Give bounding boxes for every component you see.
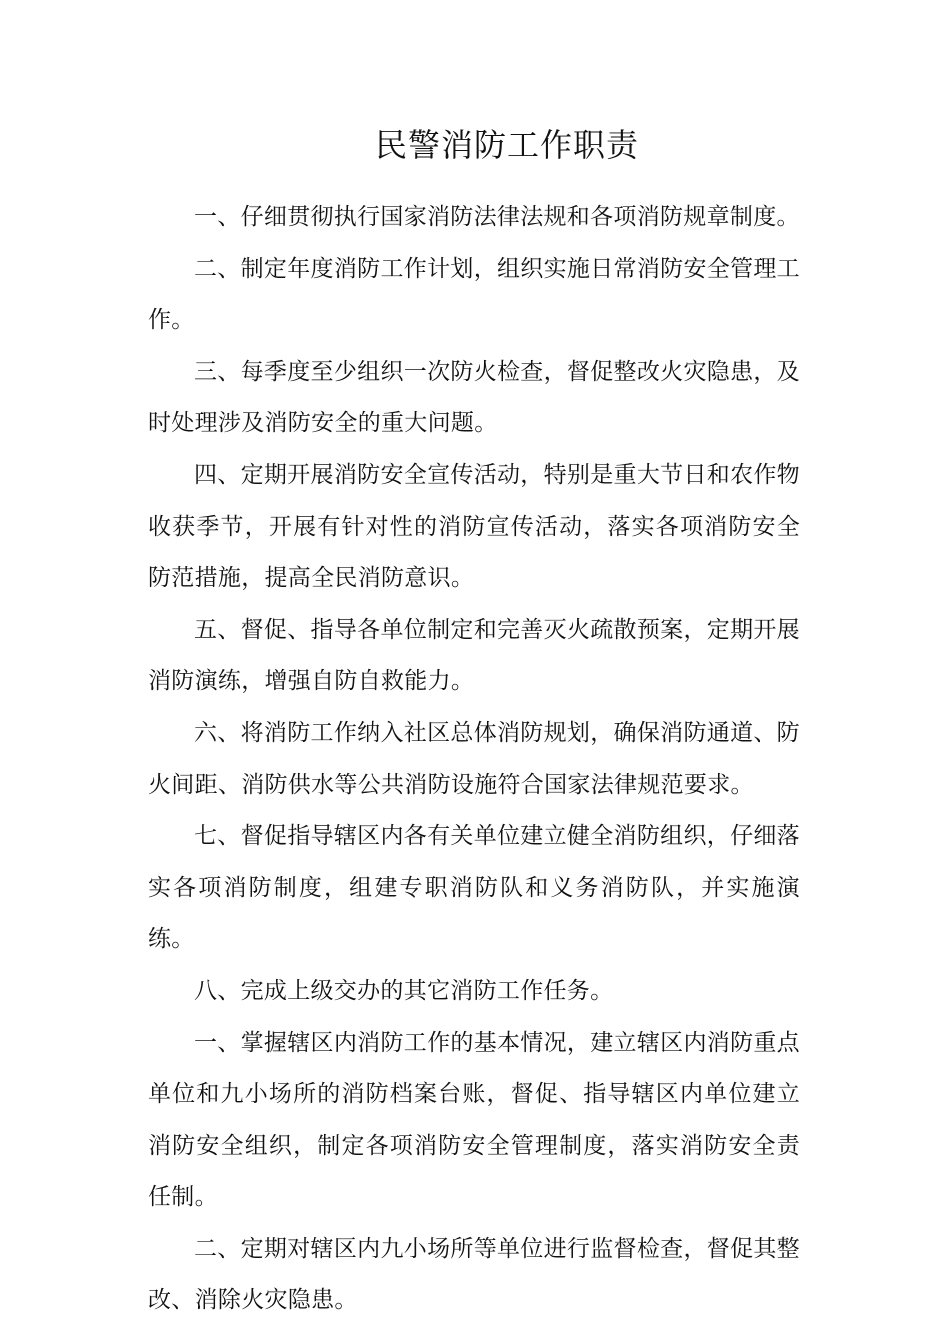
paragraph: 五、督促、指导各单位制定和完善灭火疏散预案，定期开展消防演练，增强自防自救能力。 [148, 616, 800, 695]
paragraph: 一、掌握辖区内消防工作的基本情况，建立辖区内消防重点单位和九小场所的消防档案台账，督促、指导辖区内单位建立消防安全组织，制定各项消防安全管理制度，落实消防安全责任制。 [148, 1029, 800, 1211]
paragraph: 六、将消防工作纳入社区总体消防规划，确保消防通道、防火间距、消防供水等公共消防设施符合国家法律规范要求。 [148, 719, 800, 798]
paragraph: 二、定期对辖区内九小场所等单位进行监督检查，督促其整改、消除火灾隐患。 [148, 1235, 800, 1314]
paragraph: 一、仔细贯彻执行国家消防法律法规和各项消防规章制度。 [194, 204, 800, 230]
document-title: 民警消防工作职责 [374, 126, 639, 164]
paragraph: 八、完成上级交办的其它消防工作任务。 [194, 977, 614, 1004]
paragraph: 七、督促指导辖区内各有关单位建立健全消防组织，仔细落实各项消防制度，组建专职消防队和义务消防队，并实施演练。 [148, 823, 800, 953]
paragraph: 四、定期开展消防安全宣传活动，特别是重大节日和农作物收获季节，开展有针对性的消防宣传活动，落实各项消防安全防范措施，提高全民消防意识。 [148, 461, 800, 592]
document-body [148, 192, 800, 1327]
paragraph: 二、制定年度消防工作计划，组织实施日常消防安全管理工作。 [148, 255, 800, 334]
paragraph: 三、每季度至少组织一次防火检查，督促整改火灾隐患，及时处理涉及消防安全的重大问题。 [148, 358, 800, 437]
